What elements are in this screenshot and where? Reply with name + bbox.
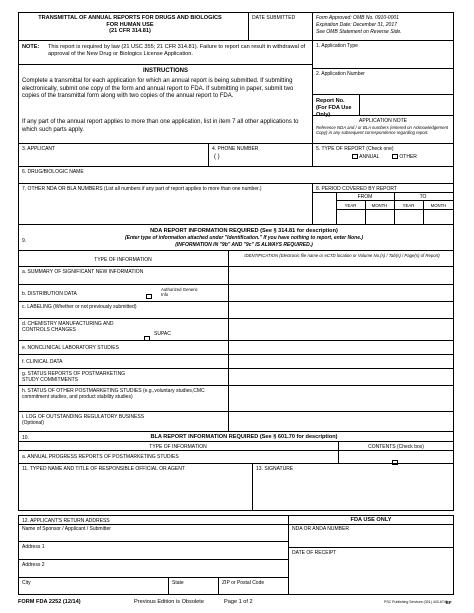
authorized-generic-option[interactable] — [146, 288, 152, 306]
footer-previous-edition: Previous Edition is Obsolete — [134, 599, 204, 605]
from-month-field[interactable] — [366, 210, 393, 224]
nda-item-i: i. LOG OF OUTSTANDING REGULATORY BUSINESS (Optional) — [22, 414, 145, 426]
authorized-generic-checkbox[interactable] — [146, 294, 152, 299]
nda-item-f: f. CLINICAL DATA — [22, 359, 63, 365]
nda-item-f-field[interactable] — [230, 355, 452, 367]
bla-col-contents: CONTENTS (Check box) — [368, 444, 424, 450]
nda-item-e: e. NONCLINICAL LABORATORY STUDIES — [22, 345, 119, 351]
nda-item-e-field[interactable] — [230, 341, 452, 353]
nda-item-g-field[interactable] — [230, 369, 452, 384]
period-to: TO — [419, 194, 427, 200]
footer-page: Page 1 of 2 — [224, 599, 253, 605]
note-label: NOTE: — [22, 44, 40, 50]
instructions-title: INSTRUCTIONS — [143, 68, 188, 74]
nda-num: 9. — [22, 238, 27, 244]
footer-form-number: FORM FDA 2252 (12/14) — [18, 599, 81, 605]
annual-option[interactable] — [352, 154, 379, 160]
footer-psc-text: PSC Publishing Services (301) 443-6740 — [384, 600, 448, 604]
application-type-label: 1. Application Type — [316, 43, 358, 49]
application-number-label: 2. Application Number — [316, 71, 365, 77]
application-note-title: APPLICATION NOTE — [359, 118, 407, 124]
typed-name-field[interactable] — [20, 473, 250, 509]
from-year-label: YEAR — [344, 203, 357, 208]
bla-item-a: a. ANNUAL PROGRESS REPORTS OF POSTMARKETING STUDIES — [22, 454, 179, 460]
to-month-field[interactable] — [424, 210, 453, 224]
drug-name-field[interactable] — [20, 175, 452, 183]
address2-label: Address 2 — [22, 562, 45, 568]
applicant-label: 3. APPLICANT — [22, 146, 56, 152]
bla-col-type: TYPE OF INFORMATION — [149, 444, 207, 450]
bla-num: 10. — [22, 435, 29, 441]
sponsor-label: Name of Sponsor / Applicant / Submitter — [22, 526, 111, 532]
omb-note: See OMB Statement on Reverse Side. — [316, 29, 402, 35]
state-field[interactable] — [170, 586, 216, 594]
nda-item-g: g. STATUS REPORTS OF POSTMARKETING STUDY COMMITMENTS — [22, 371, 126, 383]
to-year-field[interactable] — [395, 210, 422, 224]
footer-ef: EF — [446, 600, 452, 605]
fda-use-only-title: FDA USE ONLY — [350, 517, 392, 523]
other-checkbox[interactable] — [392, 154, 398, 159]
fda-use-report-no: Report No. (For FDA Use Only) — [316, 98, 352, 118]
city-field[interactable] — [20, 586, 166, 594]
nda-sub2: (INFORMATION IN "9b" AND "9c" IS ALWAYS REQUIRED.) — [175, 242, 313, 248]
omb-expiration: Expiration Date: December 31, 2017 — [316, 22, 397, 28]
city-label: City — [22, 580, 31, 586]
nda-item-a: a. SUMMARY OF SIGNIFICANT NEW INFORMATION — [22, 269, 144, 275]
other-nda-field[interactable] — [20, 194, 310, 223]
date-submitted-label: DATE SUBMITTED — [252, 15, 296, 21]
instructions-p1: Complete a transmittal for each application for which an annual report is being submitted. If submitting electronically, submit one copy of the form and annual report to FDA. If submitting in paper, submit two copies of the transmittal form along with two copies of the annual report to FDA. — [22, 78, 294, 99]
zip-label: ZIP or Postal Code — [222, 580, 265, 586]
phone-field[interactable]: ( ) — [214, 154, 220, 160]
nda-item-c: c. LABELING (Whether or not previously submitted) — [22, 304, 137, 310]
signature-field[interactable] — [254, 473, 452, 509]
bla-title: BLA REPORT INFORMATION REQUIRED (See § 601.70 for description) — [150, 434, 338, 440]
authorized-generic-label: Authorized Generic Info — [161, 287, 198, 298]
nda-col-id: IDENTIFICATION (Electronic file name or eCTD location or Volume No.(s) / Tab(s) / Page(s) of Report) — [244, 253, 440, 258]
nda-anda-number-label: NDA OR ANDA NUMBER — [292, 526, 349, 532]
other-label: OTHER — [399, 154, 417, 160]
phone-label: 4. PHONE NUMBER — [212, 146, 259, 152]
address1-label: Address 1 — [22, 544, 45, 550]
nda-item-i-field[interactable] — [230, 412, 452, 431]
drug-name-label: 6. DRUG/BIOLOGIC NAME — [22, 169, 84, 175]
applicant-field[interactable] — [20, 152, 206, 166]
address2-field[interactable] — [20, 568, 286, 576]
zip-field[interactable] — [220, 586, 286, 594]
to-month-label: MONTH — [430, 203, 447, 208]
nda-anda-number-field[interactable] — [290, 532, 452, 546]
return-address-label: 12. APPLICANT'S RETURN ADDRESS — [22, 518, 110, 524]
date-of-receipt-label: DATE OF RECEIPT — [292, 550, 337, 556]
signature-label: 13. SIGNATURE — [256, 466, 294, 472]
typed-name-label: 11. TYPED NAME AND TITLE OF RESPONSIBLE OFFICIAL OR AGENT — [22, 466, 185, 472]
footer-psc — [384, 600, 448, 604]
date-submitted-field[interactable] — [250, 22, 310, 40]
period-from: FROM — [357, 194, 373, 200]
address1-field[interactable] — [20, 550, 286, 558]
nda-item-h: h. STATUS OF OTHER POSTMARKETING STUDIES (e.g.,voluntary studies,CMC commitment studies, and product stability studies) — [22, 388, 205, 400]
nda-item-b-field[interactable] — [230, 285, 452, 300]
state-label: State — [172, 580, 184, 586]
other-nda-label: 7. OTHER NDA OR BLA NUMBERS (List all numbers if any part of report applies to more than one number.) — [22, 186, 262, 192]
note-text: This report is required by law (21 USC 355; 21 CFR 314.81). Failure to report can result in withdrawal of approval of the New Drug or Biologics License Application. — [48, 44, 306, 57]
nda-item-d: d. CHEMISTRY MANUFACTURING AND CONTROLS CHANGES — [22, 321, 114, 333]
supac-label: SUPAC — [154, 331, 171, 337]
omb-number: Form Approved: OMB No. 0910-0001 — [316, 15, 399, 21]
form-title: TRANSMITTAL OF ANNUAL REPORTS FOR DRUGS AND BIOLOGICS FOR HUMAN USE — [38, 15, 222, 28]
supac-option[interactable] — [144, 330, 150, 348]
nda-item-c-field[interactable] — [230, 302, 452, 317]
instructions-p2: If any part of the annual report applies to more than one application, list in item 7 all other applications to which such parts apply. — [22, 119, 299, 133]
nda-item-b: b. DISTRIBUTION DATA — [22, 291, 77, 297]
annual-checkbox[interactable] — [352, 154, 358, 159]
application-type-field[interactable] — [314, 50, 452, 67]
period-label: 8. PERIOD COVERED BY REPORT — [316, 186, 397, 192]
from-month-label: MONTH — [371, 203, 388, 208]
application-note-text: Reference NDA and / or BLA numbers (entered on Acknowledgement Copy) in any subsequent correspondence regarding report. — [316, 125, 449, 136]
form-cfr: (21 CFR 314.81) — [109, 28, 151, 34]
application-number-field[interactable] — [314, 78, 452, 92]
nda-title: NDA REPORT INFORMATION REQUIRED (See § 314.81 for description) — [150, 228, 338, 234]
to-year-label: YEAR — [402, 203, 415, 208]
other-option[interactable] — [392, 154, 417, 160]
report-type-label: 5. TYPE OF REPORT (Check one) — [316, 146, 394, 152]
date-of-receipt-field[interactable] — [290, 556, 452, 594]
nda-item-h-field[interactable] — [230, 386, 452, 410]
from-year-field[interactable] — [337, 210, 364, 224]
nda-item-d-field[interactable] — [230, 319, 452, 339]
nda-col-type: TYPE OF INFORMATION — [94, 257, 152, 263]
nda-item-a-field[interactable] — [230, 268, 452, 283]
nda-sub1: (Enter type of information attached under "Identification." If you have nothing to report, enter None.) — [124, 235, 364, 241]
sponsor-field[interactable] — [20, 532, 286, 540]
annual-label: ANNUAL — [359, 154, 380, 160]
